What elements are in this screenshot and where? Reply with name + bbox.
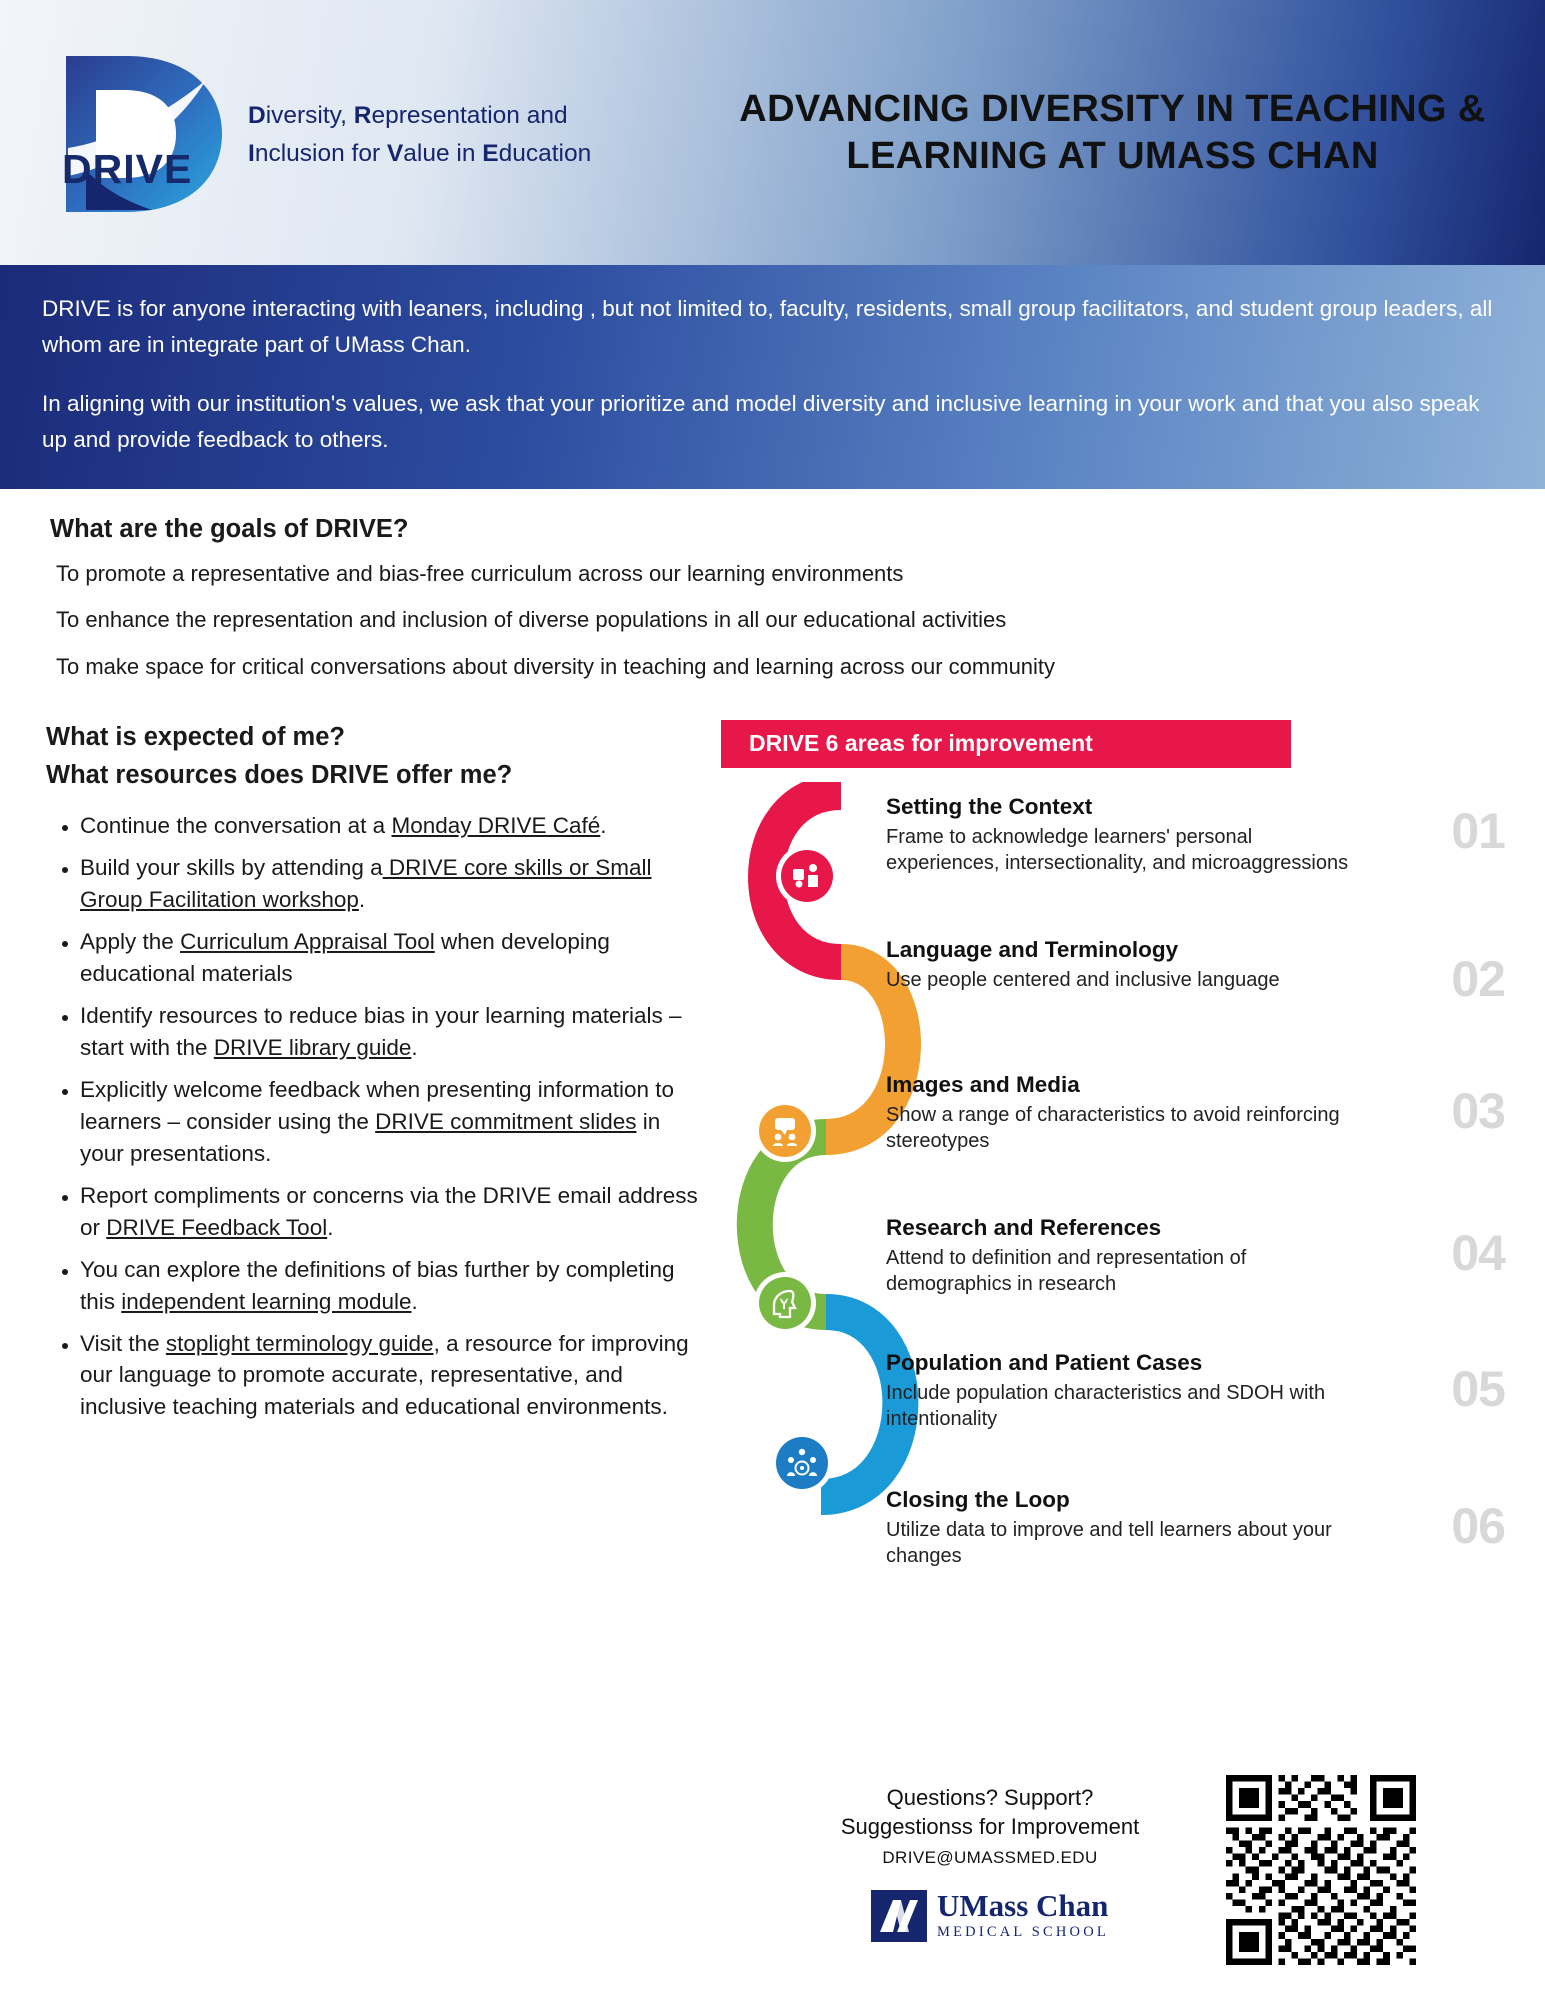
expectations-column (46, 720, 706, 1662)
area-title: Research and References (886, 1214, 1162, 1240)
umass-chan-mark-icon (871, 1890, 927, 1942)
bullet-text-post: , a resource for improving our language to promote accurate, representative, and inclusive teaching materials and educational environments. (80, 1330, 689, 1420)
puzzle-people-icon (776, 845, 838, 907)
list-item (80, 810, 706, 842)
area-number: 06 (1451, 1497, 1505, 1554)
area-number: 05 (1451, 1360, 1505, 1417)
umass-wordmark (937, 1890, 1109, 1941)
intro-paragraph-1: DRIVE is for anyone interacting with leaners, including , but not limited to, faculty, residents, small group facilitators, and student group leaders, all whom are in integrate part of UMass Chan. (42, 296, 1493, 358)
area-title: Closing the Loop (886, 1486, 1070, 1512)
bullet-text-post: in your presentations. (80, 1108, 661, 1166)
goals-section (0, 489, 1545, 682)
intro-paragraph-2: In aligning with our institution's values, we ask that your prioritize and model diversity and inclusive learning in your work and that you also speak up and provide feedback to others. (42, 390, 1480, 453)
bullet-link[interactable]: independent learning module (121, 1288, 412, 1314)
drive-logo (48, 38, 238, 228)
footer-email[interactable]: DRIVE@UMASSMED.EDU (882, 1847, 1098, 1867)
area-desc: Use people centered and inclusive language (886, 968, 1280, 991)
footer (780, 1775, 1510, 1965)
intro-band (0, 265, 1545, 489)
bullet-link[interactable]: Curriculum Appraisal Tool (180, 929, 435, 955)
group-target-glyph (785, 1446, 819, 1480)
area-desc: Include population characteristics and SDOH with intentionality (886, 1381, 1326, 1431)
bullet-text-pre: Identify resources to reduce bias in your learning materials – start with the (80, 1003, 682, 1060)
bullet-text-pre: Apply the (80, 929, 181, 955)
list-item (80, 1074, 706, 1170)
bullet-text-pre: Explicitly welcome feedback when presenting information to learners – consider using the (80, 1076, 675, 1134)
area-desc: Attend to definition and representation of demographics in research (886, 1246, 1247, 1296)
drive-tagline: Diversity, Representation and Inclusion for Value in Education (248, 101, 592, 167)
goals-heading: What are the goals of DRIVE? (50, 514, 409, 543)
bullet-link[interactable]: Monday DRIVE Café (391, 813, 601, 839)
area-number: 03 (1451, 1082, 1505, 1139)
goal-item: To make space for critical conversations about diversity in teaching and learning across our community (56, 653, 1056, 679)
bullet-text-post: . (327, 1214, 334, 1240)
area-number: 04 (1451, 1224, 1505, 1281)
speech-people-icon (754, 1100, 816, 1162)
speech-people-glyph (768, 1114, 802, 1148)
list-item (80, 852, 706, 916)
expectations-list (46, 810, 706, 1423)
area-desc: Show a range of characteristics to avoid reinforcing stereotypes (886, 1103, 1340, 1153)
area-desc: Frame to acknowledge learners' personal experiences, intersectionality, and microaggressions (886, 825, 1349, 875)
list-item (80, 1328, 706, 1424)
drive-logo-wordmark: DRIVE (62, 145, 193, 192)
area-title: Population and Patient Cases (886, 1349, 1203, 1375)
page-header (0, 0, 1545, 265)
bullet-link[interactable]: DRIVE Feedback Tool (106, 1214, 328, 1240)
footer-question-line-1: Questions? Support? (886, 1785, 1094, 1810)
goal-item: To enhance the representation and inclusion of diverse populations in all our educational activities (56, 607, 1007, 633)
list-item (80, 1000, 706, 1064)
bullet-text-pre: Report compliments or concerns via the DRIVE email address or (80, 1182, 698, 1240)
area-title: Setting the Context (886, 793, 1093, 819)
bullet-link[interactable]: DRIVE commitment slides (375, 1108, 637, 1134)
bullet-text-post: when developing educational materials (80, 929, 610, 987)
bullet-text-pre: Continue the conversation at a (80, 813, 392, 839)
bullet-link[interactable]: stoplight terminology guide (165, 1330, 434, 1356)
puzzle-people-glyph (790, 859, 824, 893)
footer-question-line-2: Suggestionss for Improvement (840, 1814, 1140, 1840)
area-number: 02 (1451, 950, 1505, 1007)
umass-logo (780, 1890, 1200, 1942)
bullet-text-post: . (600, 813, 607, 839)
main-columns (0, 700, 1545, 1662)
bullet-link[interactable]: DRIVE core skills or Small Group Facilitation workshop (80, 855, 652, 913)
head-idea-glyph (768, 1286, 802, 1320)
areas-flow (716, 782, 1509, 1662)
area-item (886, 1072, 1356, 1155)
area-title: Language and Terminology (886, 936, 1179, 962)
bullet-text-pre: Visit the (80, 1330, 166, 1356)
area-number: 01 (1451, 802, 1505, 859)
area-item (886, 1487, 1356, 1570)
bullet-text-post: . (411, 1288, 418, 1314)
page-title: ADVANCING DIVERSITY IN TEACHING & LEARNING AT UMASS CHAN (739, 88, 1486, 177)
umass-line-1: UMass Chan (937, 1888, 1109, 1924)
area-item (886, 937, 1356, 994)
area-item (886, 794, 1356, 877)
goal-item: To promote a representative and bias-free curriculum across our learning environments (56, 560, 904, 586)
expectations-heading-2: What resources does DRIVE offer me? (46, 760, 513, 789)
head-idea-icon (754, 1272, 816, 1334)
bullet-link[interactable]: DRIVE library guide (213, 1035, 412, 1060)
area-title: Images and Media (886, 1071, 1080, 1097)
list-item (80, 1254, 706, 1318)
area-desc: Utilize data to improve and tell learners about your changes (886, 1518, 1332, 1568)
bullet-text-post: . (411, 1035, 418, 1060)
qr-code[interactable] (1226, 1775, 1416, 1965)
logo-block (0, 38, 720, 228)
bullet-text-pre: You can explore the definitions of bias further by completing this (80, 1256, 675, 1314)
bullet-text-pre: Build your skills by attending a (80, 855, 383, 881)
footer-contact (780, 1775, 1200, 1942)
areas-column (706, 720, 1509, 1662)
group-target-icon (771, 1432, 833, 1494)
area-item (886, 1350, 1356, 1433)
area-item (886, 1215, 1356, 1298)
bullet-text-post: . (358, 887, 366, 913)
umass-line-2: MEDICAL SCHOOL (937, 1924, 1109, 1941)
list-item (80, 1180, 706, 1244)
list-item (80, 926, 706, 990)
areas-header-bar: DRIVE 6 areas for improvement (721, 720, 1291, 768)
expectations-heading-1: What is expected of me? (46, 722, 345, 751)
